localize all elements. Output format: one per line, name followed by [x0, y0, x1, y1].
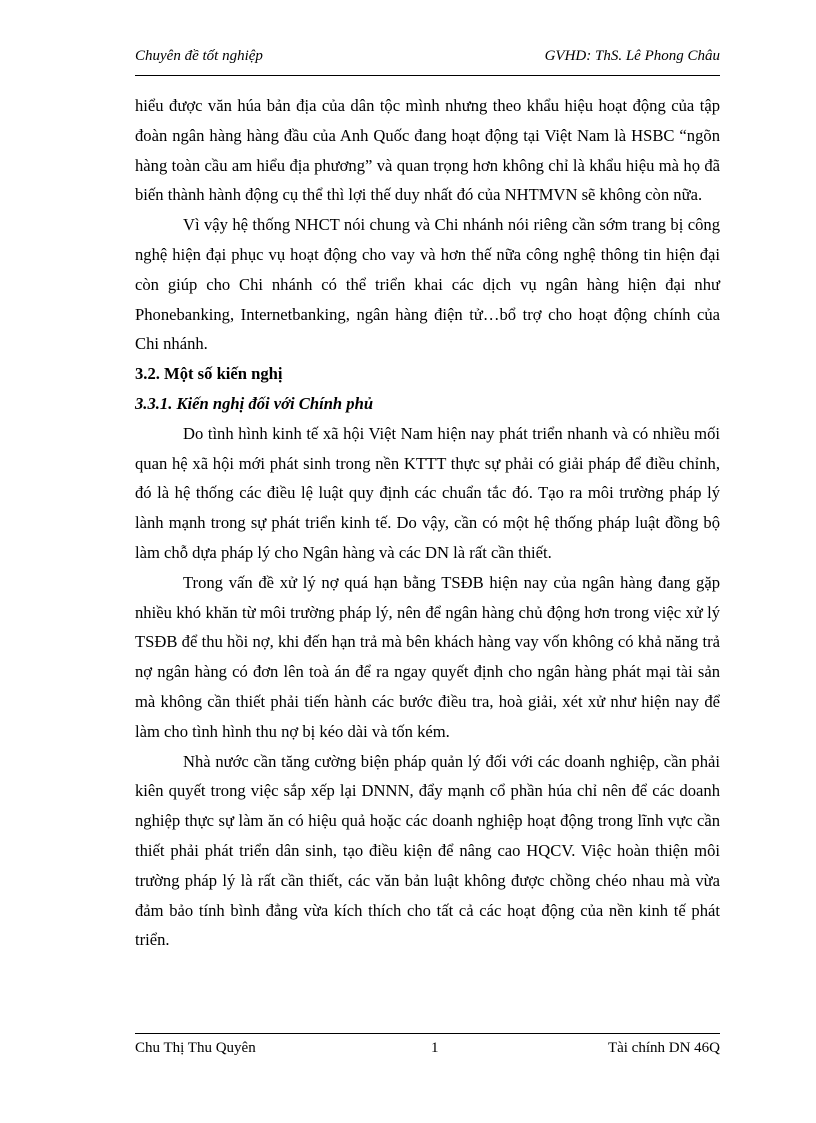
page-header: [135, 48, 720, 72]
paragraph-3: Do tình hình kinh tế xã hội Việt Nam hiện nay phát triển nhanh và có nhiều mối quan hệ xã hội mới phát sinh trong nền KTTT thực sự phải có giải pháp để điều chỉnh, đó là hệ thống các điều lệ luật quy định các chuẩn tắc đó. Tạo ra môi trường pháp lý lành mạnh trong sự phát triển kinh tế. Do vậy, cần có một hệ thống pháp luật đồng bộ làm chỗ dựa pháp lý cho Ngân hàng và các DN là rất cần thiết.: [135, 423, 720, 562]
paragraph-5: Nhà nước cần tăng cường biện pháp quản lý đối với các doanh nghiệp, cần phải kiên quyết trong việc sắp xếp lại DNNN, đẩy mạnh cổ phần húa chỉ nên để các doanh nghiệp thực sự làm ăn có hiệu quả hoặc các doanh nghiệp hoạt động trong lĩnh vực cần thiết phải phát triển dân sinh, tạo điều kiện để nâng cao HQCV. Việc hoàn thiện môi trường pháp lý là rất cần thiết, các văn bản luật không được chồng chéo nhau mà vừa đảm bảo tính bình đẳng vừa kích thích cho tất cả các hoạt động của nền kinh tế phát triển.: [135, 751, 720, 950]
page-number: 1: [431, 1040, 439, 1056]
subsection-heading: 3.3.1. Kiến nghị đối với Chính phủ: [135, 393, 374, 413]
footer-divider: [135, 1033, 720, 1034]
paragraph-2: Vì vậy hệ thống NHCT nói chung và Chi nhánh nói riêng cần sớm trang bị công nghệ hiện đại phục vụ hoạt động cho vay và hơn thế nữa công nghệ thông tin hiện đại còn giúp cho Chi nhánh có thể triển khai các dịch vụ ngân hàng hiện đại như Phonebanking, Internetbanking, ngân hàng điện tử…bổ trợ cho hoạt động chính của Chi nhánh.: [135, 215, 720, 354]
footer-author: Chu Thị Thu Quyên: [135, 1040, 256, 1056]
page-body: [135, 91, 720, 955]
paragraph-4: Trong vấn đề xử lý nợ quá hạn bằng TSĐB hiện nay của ngân hàng đang gặp nhiều khó khăn từ môi trường pháp lý, nên để ngân hàng chủ động hơn trong việc xử lý TSĐB để thu hồi nợ, khi đến hạn trả mà bên khách hàng vay vốn không có khả năng trả nợ ngân hàng có đơn lên toà án để ra ngay quyết định cho ngân hàng phát mại tài sản mà không cần thiết phải tiến hành các bước điều tra, hoà giải, xét xử như hiện nay để làm cho tình hình thu nợ bị kéo dài và tốn kém.: [135, 572, 720, 741]
header-document-title: Chuyên đề tốt nghiệp: [135, 48, 263, 64]
header-supervisor: GVHD: ThS. Lê Phong Châu: [544, 48, 720, 64]
paragraph-1: hiểu được văn húa bản địa của dân tộc mình nhưng theo khẩu hiệu hoạt động của tập đoàn ngân hàng hàng đầu của Anh Quốc đang hoạt động tại Việt Nam là HSBC “ngõn hàng toàn cầu am hiểu địa phương” và quan trọng hơn không chỉ là khẩu hiệu mà họ đã biến thành hành động cụ thể thì lợi thế duy nhất đó của NHTMVN sẽ không còn nữa.: [135, 96, 720, 205]
footer-class: Tài chính DN 46Q: [607, 1040, 720, 1056]
page-footer: [135, 1040, 720, 1064]
section-heading: 3.2. Một số kiến nghị: [135, 364, 283, 384]
header-divider: [135, 75, 720, 76]
